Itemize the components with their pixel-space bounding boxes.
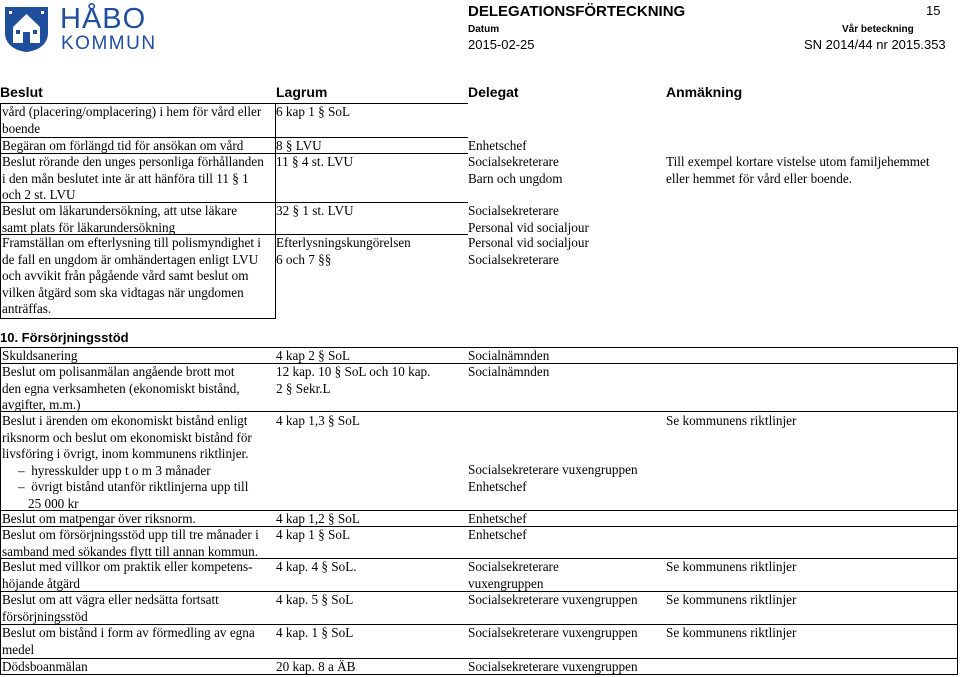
cell-line: samband med sökandes flytt till annan kommun. bbox=[2, 543, 259, 559]
table-row-b3-beslut: Beslut om matpengar över riksnorm. bbox=[2, 511, 196, 526]
cell-line: livsföring i övrigt, inom kommunens riktlinjer. bbox=[2, 446, 249, 461]
table-row-b4-lagrum: 4 kap 1 § SoL bbox=[276, 527, 350, 542]
cell-line: medel bbox=[2, 641, 35, 657]
table-row-1-delegat: Enhetschef bbox=[468, 138, 527, 153]
cell-line: Beslut rörande den unges personliga förhållanden bbox=[2, 154, 264, 169]
table-row-b4-beslut bbox=[2, 527, 259, 560]
cell-line: Till exempel kortare vistelse utom familjehemmet bbox=[666, 154, 930, 169]
cell-line: vilken åtgärd som ska vidtagas när ungdomen bbox=[2, 284, 244, 300]
cell-line: Beslut om bistånd i form av förmedling av egna bbox=[2, 625, 255, 640]
table-row-b8-beslut: Dödsboanmälan bbox=[2, 659, 88, 674]
table-row-1-beslut: Begäran om förlängd tid för ansökan om vård bbox=[2, 138, 244, 153]
table-row-3-beslut bbox=[2, 203, 237, 236]
table-row-b7-delegat: Socialsekreterare vuxengruppen bbox=[468, 625, 638, 640]
cell-line: höjande åtgärd bbox=[2, 575, 80, 591]
cell-line: samt plats för läkarundersökning bbox=[2, 219, 176, 235]
section-title: 10. Försörjningsstöd bbox=[0, 330, 129, 345]
cell-line: Enhetschef bbox=[468, 478, 527, 494]
table-row-b4-delegat: Enhetschef bbox=[468, 527, 527, 542]
dash-icon: – bbox=[18, 479, 25, 494]
table-row-b0-lagrum: 4 kap 2 § SoL bbox=[276, 348, 350, 363]
table-row-b8-lagrum: 20 kap. 8 a ÄB bbox=[276, 659, 356, 674]
table-row-b5-beslut bbox=[2, 559, 253, 592]
table-row-3-lagrum: 32 § 1 st. LVU bbox=[276, 203, 354, 218]
table-row-2-beslut bbox=[2, 154, 264, 204]
table-row-b3-delegat: Enhetschef bbox=[468, 511, 527, 526]
cell-line: Socialsekreterare vuxengruppen bbox=[468, 462, 638, 477]
table-row-b7-lagrum: 4 kap. 1 § SoL bbox=[276, 625, 354, 640]
cell-line: avgifter, m.m.) bbox=[2, 397, 81, 412]
cell-line: anträffas. bbox=[2, 301, 52, 316]
table-row-b7-beslut bbox=[2, 625, 255, 658]
cell-line: i den mån beslutet inte är att hänföra till 11 § 1 bbox=[2, 170, 249, 186]
table-row-b6-beslut bbox=[2, 592, 219, 625]
table-row-4-beslut bbox=[2, 235, 261, 318]
column-header-anmakning: Anmäkning bbox=[666, 84, 743, 100]
cell-line: Socialsekreterare bbox=[468, 203, 559, 218]
table-row-b2-anm: Se kommunens riktlinjer bbox=[666, 413, 797, 428]
cell-line: Beslut i ärenden om ekonomiskt bistånd enligt bbox=[2, 413, 248, 428]
cell-line: eller hemmet för vård eller boende. bbox=[666, 170, 853, 186]
cell-line: 2 § Sekr.L bbox=[276, 380, 331, 396]
table-row-2-delegat bbox=[468, 154, 563, 187]
table-row-4-delegat bbox=[468, 235, 589, 268]
cell-line: Socialsekreterare bbox=[468, 154, 559, 169]
cell-line: och 2 st. LVU bbox=[2, 187, 76, 202]
table-row-b0-beslut: Skuldsanering bbox=[2, 348, 78, 363]
table-row-b5-delegat bbox=[468, 559, 559, 592]
cell-line: och avvikit från pågående vård samt beslut om bbox=[2, 268, 249, 283]
table-row-b5-anm: Se kommunens riktlinjer bbox=[666, 559, 797, 574]
cell-line: den egna verksamheten (ekonomiskt bistånd, bbox=[2, 380, 240, 396]
document-title: DELEGATIONSFÖRTECKNING bbox=[468, 3, 686, 20]
logo-wordmark: HÅBO bbox=[60, 3, 147, 35]
date-value: 2015-02-25 bbox=[468, 37, 535, 52]
sub-item-text: 25 000 kr bbox=[28, 495, 79, 511]
date-label: Datum bbox=[468, 24, 500, 35]
column-header-lagrum: Lagrum bbox=[276, 84, 328, 100]
table-row-2-lagrum: 11 § 4 st. LVU bbox=[276, 154, 354, 169]
table-row-2-anm bbox=[666, 154, 930, 187]
table-row-3-delegat bbox=[468, 203, 589, 236]
table-row-0-lagrum: 6 kap 1 § SoL bbox=[276, 104, 350, 119]
sub-item bbox=[2, 479, 252, 496]
column-header-beslut: Beslut bbox=[0, 84, 43, 100]
cell-line: Socialsekreterare bbox=[468, 251, 559, 267]
page-number: 15 bbox=[926, 3, 941, 18]
table-row-b6-delegat: Socialsekreterare vuxengruppen bbox=[468, 592, 638, 607]
table-row-b3-lagrum: 4 kap 1,2 § SoL bbox=[276, 511, 360, 526]
table-border bbox=[0, 103, 1, 319]
cell-line: Beslut med villkor om praktik eller kompetens- bbox=[2, 559, 253, 574]
kommun-crest-logo bbox=[3, 5, 50, 53]
cell-line: Barn och ungdom bbox=[468, 170, 563, 186]
cell-line: de fall en ungdom är omhändertagen enligt LVU bbox=[2, 251, 259, 267]
table-row-1-lagrum: 8 § LVU bbox=[276, 138, 322, 153]
column-header-delegat: Delegat bbox=[468, 84, 519, 100]
table-row-0-beslut bbox=[2, 104, 261, 137]
cell-line: Personal vid socialjour bbox=[468, 219, 589, 235]
cell-line: Socialsekreterare bbox=[468, 559, 559, 574]
cell-line: vuxengruppen bbox=[468, 575, 544, 591]
table-border bbox=[957, 347, 958, 675]
table-row-b6-lagrum: 4 kap. 5 § SoL bbox=[276, 592, 354, 607]
cell-line: försörjningsstöd bbox=[2, 608, 88, 624]
cell-line: 12 kap. 10 § SoL och 10 kap. bbox=[276, 364, 431, 379]
table-border bbox=[0, 318, 276, 319]
table-row-b0-delegat: Socialnämnden bbox=[468, 348, 550, 363]
sub-item-text: övrigt bistånd utanför riktlinjerna upp till bbox=[31, 479, 249, 494]
sub-item bbox=[2, 463, 252, 480]
table-row-b1-lagrum bbox=[276, 364, 430, 397]
dash-icon: – bbox=[18, 462, 25, 478]
table-row-b1-delegat: Socialnämnden bbox=[468, 364, 550, 379]
table-row-b5-lagrum: 4 kap. 4 § SoL. bbox=[276, 559, 357, 574]
cell-line: Beslut om polisanmälan angående brott mot bbox=[2, 364, 235, 379]
reference-label: Vår beteckning bbox=[842, 24, 914, 35]
cell-line: boende bbox=[2, 120, 41, 136]
cell-line: Personal vid socialjour bbox=[468, 235, 589, 250]
table-row-b2-beslut bbox=[2, 413, 252, 512]
table-row-b6-anm: Se kommunens riktlinjer bbox=[666, 592, 797, 607]
cell-line: Beslut om att vägra eller nedsätta fortsatt bbox=[2, 592, 219, 607]
sub-item-text: hyresskulder upp t o m 3 månader bbox=[31, 462, 211, 478]
table-row-b8-delegat: Socialsekreterare vuxengruppen bbox=[468, 659, 638, 674]
table-row-b1-beslut bbox=[2, 364, 240, 414]
table-border bbox=[0, 347, 1, 675]
cell-line: vård (placering/omplacering) i hem för vård eller bbox=[2, 104, 262, 119]
table-row-b2-delegat bbox=[468, 462, 638, 495]
table-row-b7-anm: Se kommunens riktlinjer bbox=[666, 625, 797, 640]
cell-line: Framställan om efterlysning till polismyndighet i bbox=[2, 235, 261, 250]
cell-line: 6 och 7 §§ bbox=[276, 251, 332, 267]
cell-line: riksnorm och beslut om ekonomiskt bistånd för bbox=[2, 429, 252, 445]
logo-subtitle: KOMMUN bbox=[61, 33, 157, 54]
reference-value: SN 2014/44 nr 2015.353 bbox=[804, 37, 946, 52]
cell-line: Beslut om försörjningsstöd upp till tre månader i bbox=[2, 527, 259, 542]
table-row-b2-lagrum: 4 kap 1,3 § SoL bbox=[276, 413, 360, 428]
cell-line: Efterlysningskungörelsen bbox=[276, 235, 411, 250]
table-row-4-lagrum bbox=[276, 235, 411, 268]
cell-line: Beslut om läkarundersökning, att utse läkare bbox=[2, 203, 238, 218]
